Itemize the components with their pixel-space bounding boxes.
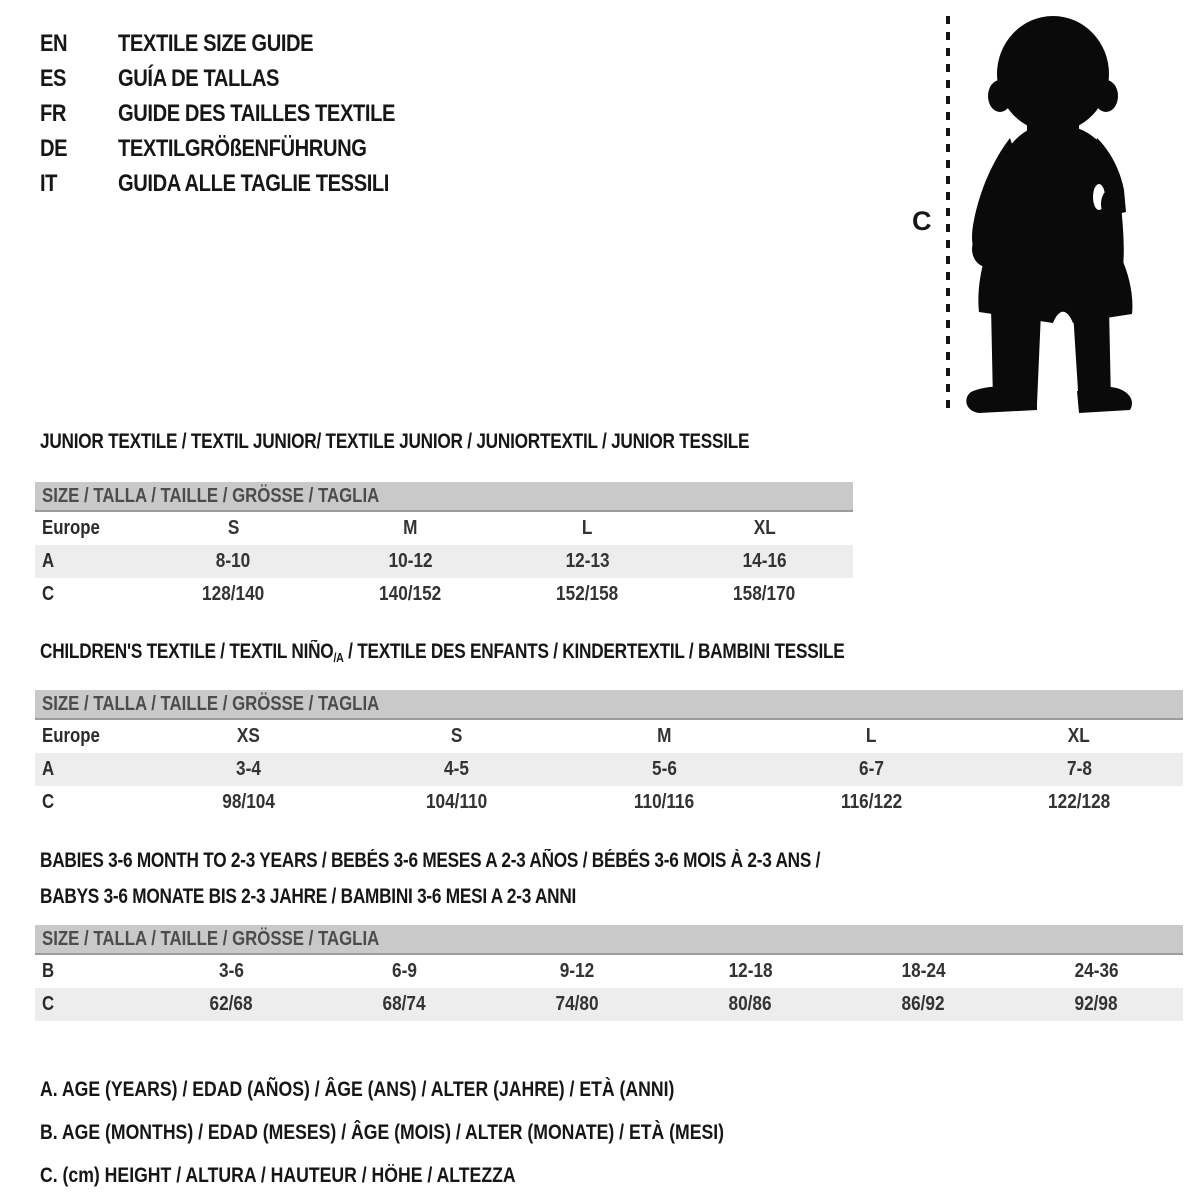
size-value: XS	[237, 725, 261, 747]
table-row	[35, 753, 1183, 786]
row-label: C	[42, 791, 55, 813]
children-title-subscript: /A	[333, 650, 344, 665]
babies-size-table	[35, 925, 1183, 1021]
age-value: 14-16	[742, 550, 787, 572]
legend-height-cm: C. (cm) HEIGHT / ALTURA / HAUTEUR / HÖHE / ALTEZZA	[40, 1163, 516, 1187]
height-value: 86/92	[901, 993, 946, 1015]
guide-title: TEXTILE SIZE GUIDE	[118, 29, 314, 57]
row-label: A	[42, 758, 55, 780]
children-size-table	[35, 690, 1183, 819]
size-header-label: SIZE / TALLA / TAILLE / GRÖSSE / TAGLIA	[42, 484, 380, 507]
table-row	[35, 988, 1183, 1021]
height-measure-dashed-line	[946, 16, 950, 416]
height-value: 158/170	[733, 583, 796, 605]
age-months-value: 24-36	[1074, 960, 1119, 982]
language-code: DE	[40, 134, 68, 162]
row-label: Europe	[42, 725, 100, 747]
babies-table-rows	[35, 955, 1183, 1021]
height-value: 98/104	[222, 791, 276, 813]
babies-section-title-line2: BABYS 3-6 MONATE BIS 2-3 JAHRE / BAMBINI 3-6 MESI A 2-3 ANNI	[40, 885, 577, 908]
row-label: Europe	[42, 517, 100, 539]
language-row	[40, 166, 448, 201]
guide-title: GUIDA ALLE TAGLIE TESSILI	[118, 169, 389, 197]
size-header-bar	[35, 925, 1183, 955]
age-value: 8-10	[216, 550, 251, 572]
table-row	[35, 578, 853, 611]
guide-title: GUIDE DES TAILLES TEXTILE	[118, 99, 395, 127]
height-value: 122/128	[1048, 791, 1111, 813]
age-months-value: 3-6	[219, 960, 244, 982]
junior-size-table	[35, 482, 853, 611]
legend-age-months: B. AGE (MONTHS) / EDAD (MESES) / ÂGE (MOIS) / ALTER (MONATE) / ETÀ (MESI)	[40, 1120, 725, 1144]
language-row	[40, 96, 448, 131]
language-code: IT	[40, 169, 58, 197]
height-value: 68/74	[382, 993, 427, 1015]
junior-section-title: JUNIOR TEXTILE / TEXTIL JUNIOR/ TEXTILE JUNIOR / JUNIORTEXTIL / JUNIOR TESSILE	[40, 430, 750, 453]
size-value: L	[866, 725, 877, 747]
age-value: 3-4	[236, 758, 262, 780]
height-value: 104/110	[425, 791, 488, 813]
height-value: 74/80	[555, 993, 600, 1015]
size-value: S	[450, 725, 463, 747]
height-value: 128/140	[202, 583, 265, 605]
age-value: 5-6	[651, 758, 677, 780]
row-label: C	[42, 993, 55, 1015]
language-row	[40, 26, 448, 61]
age-months-value: 6-9	[392, 960, 417, 982]
junior-table-rows	[35, 512, 853, 611]
age-value: 4-5	[443, 758, 469, 780]
language-title-list	[40, 26, 448, 201]
table-row	[35, 545, 853, 578]
height-value: 92/98	[1074, 993, 1119, 1015]
row-label: A	[42, 550, 55, 572]
babies-section-title-line1: BABIES 3-6 MONTH TO 2-3 YEARS / BEBÉS 3-6 MESES A 2-3 AÑOS / BÉBÉS 3-6 MOIS À 2-3 ANS /	[40, 849, 821, 872]
size-header-label: SIZE / TALLA / TAILLE / GRÖSSE / TAGLIA	[42, 692, 380, 715]
table-row	[35, 955, 1183, 988]
children-title-suffix: / TEXTILE DES ENFANTS / KINDERTEXTIL / BAMBINI TESSILE	[343, 640, 845, 663]
size-header-label: SIZE / TALLA / TAILLE / GRÖSSE / TAGLIA	[42, 927, 380, 950]
language-code: FR	[40, 99, 67, 127]
age-value: 6-7	[859, 758, 885, 780]
age-months-value: 18-24	[901, 960, 946, 982]
legend-age-years: A. AGE (YEARS) / EDAD (AÑOS) / ÂGE (ANS) / ALTER (JAHRE) / ETÀ (ANNI)	[40, 1077, 675, 1101]
toddler-silhouette-icon	[953, 12, 1165, 422]
size-header-bar	[35, 690, 1183, 720]
size-value: XL	[753, 517, 776, 539]
language-row	[40, 61, 448, 96]
age-months-value: 9-12	[560, 960, 595, 982]
age-value: 12-13	[565, 550, 610, 572]
age-value: 10-12	[388, 550, 433, 572]
language-row	[40, 131, 448, 166]
height-value: 152/158	[556, 583, 619, 605]
height-value: 62/68	[209, 993, 254, 1015]
language-code: ES	[40, 64, 67, 92]
size-value: M	[656, 725, 672, 747]
children-section-title	[40, 640, 845, 665]
size-header-bar	[35, 482, 853, 512]
guide-title: GUÍA DE TALLAS	[118, 64, 279, 92]
measurement-legend	[40, 1068, 854, 1197]
height-value: 116/122	[840, 791, 903, 813]
size-value: M	[403, 517, 418, 539]
children-table-rows	[35, 720, 1183, 819]
size-value: S	[227, 517, 240, 539]
table-row	[35, 720, 1183, 753]
size-value: XL	[1068, 725, 1091, 747]
height-value: 140/152	[379, 583, 442, 605]
children-title-prefix: CHILDREN'S TEXTILE / TEXTIL NIÑO	[40, 640, 334, 663]
row-label: B	[42, 960, 55, 982]
age-months-value: 12-18	[728, 960, 773, 982]
height-value: 110/116	[633, 791, 695, 813]
size-value: L	[582, 517, 593, 539]
table-row	[35, 512, 853, 545]
age-value: 7-8	[1066, 758, 1092, 780]
row-label: C	[42, 583, 55, 605]
height-value: 80/86	[728, 993, 773, 1015]
height-measure-label: C	[912, 206, 932, 236]
guide-title: TEXTILGRÖßENFÜHRUNG	[118, 134, 367, 162]
language-code: EN	[40, 29, 68, 57]
table-row	[35, 786, 1183, 819]
